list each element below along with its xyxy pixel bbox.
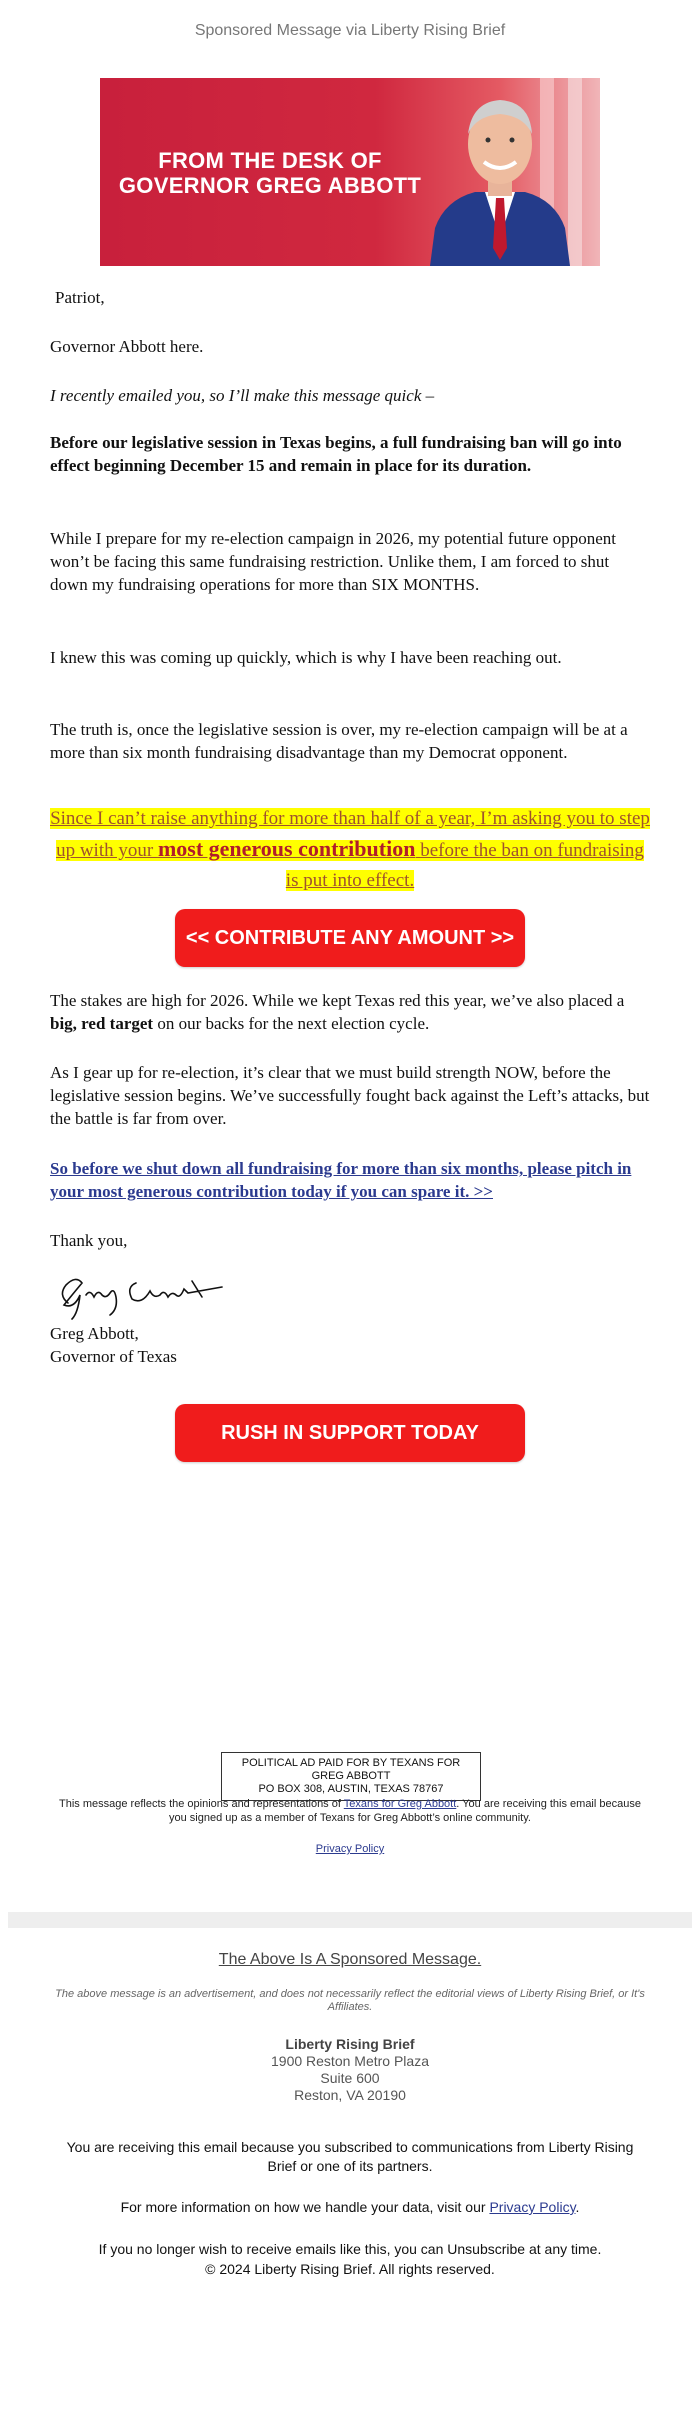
ban-paragraph: Before our legislative session in Texas begins, a full fundraising ban will go into effect beginning December 15 and remain in place for its duration.	[50, 433, 622, 475]
paid-for-box	[221, 1752, 481, 1801]
intro-paragraph: Governor Abbott here.	[50, 337, 204, 356]
stakes-bold: big, red target	[50, 1014, 154, 1033]
unsubscribe-notice[interactable]: If you no longer wish to receive emails like this, you can Unsubscribe at any time.	[98, 2241, 602, 2257]
advertisement-note: The above message is an advertisement, and does not necessarily reflect the editorial views of Liberty Rising Brief, or It's Affiliates.	[55, 1988, 645, 2013]
contribute-button[interactable]: << CONTRIBUTE ANY AMOUNT >>	[175, 909, 525, 967]
copyright: © 2024 Liberty Rising Brief. All rights reserved.	[205, 2261, 495, 2277]
contribute-link[interactable]: So before we shut down all fundraising for more than six months, please pitch in your most generous contribution today if you can spare it. >>	[50, 1159, 632, 1201]
stakes-text-b: on our backs for the next election cycle.	[153, 1014, 430, 1033]
sponsored-title: The Above Is A Sponsored Message.	[218, 1951, 482, 1968]
highlight-text-a: Since I can’t raise anything for more than half of a year, I’m asking you to step up with your	[50, 808, 650, 861]
highlight-text-b: before the ban on fundraising is put into effect.	[285, 840, 644, 891]
salutation: Patriot,	[55, 288, 105, 307]
disclaimer-text-b: . You are receiving this email because you signed up as a member of Texans for Greg Abbott’s online community.	[169, 1798, 641, 1824]
highlight-callout[interactable]	[50, 804, 650, 896]
gear-paragraph: As I gear up for re-election, it’s clear that we must build strength NOW, before the legislative session begins. We’ve successfully fought back against the Left’s attacks, but the battle is far from over.	[50, 1063, 650, 1128]
paid-for-line-1: POLITICAL AD PAID FOR BY TEXANS FOR	[241, 1757, 461, 1769]
signer-title: Governor of Texas	[50, 1347, 177, 1366]
footer-privacy-link[interactable]: Privacy Policy	[489, 2199, 576, 2215]
quick-paragraph: I recently emailed you, so I’ll make this message quick –	[50, 386, 435, 405]
data-info-b: .	[575, 2199, 580, 2215]
receiving-notice: You are receiving this email because you subscribed to communications from Liberty Rising Brief or one of its partners.	[66, 2139, 634, 2174]
highlight-bold: most generous contribution	[157, 836, 416, 861]
banner-line-2: GOVERNOR GREG ABBOTT	[118, 173, 422, 198]
disclaimer-text	[55, 1797, 645, 1825]
paid-for-line-2: GREG ABBOTT	[311, 1770, 391, 1782]
privacy-policy-row	[0, 1843, 700, 1855]
stakes-text-a: The stakes are high for 2026. While we kept Texas red this year, we’ve also placed a	[50, 991, 625, 1010]
disclaimer-text-a: This message reflects the opinions and representations of	[59, 1798, 344, 1810]
rush-support-button[interactable]: RUSH IN SUPPORT TODAY	[175, 1404, 525, 1462]
paid-for-line-3: PO BOX 308, AUSTIN, TEXAS 78767	[258, 1783, 444, 1795]
publisher-address	[0, 2036, 700, 2104]
signer-name: Greg Abbott,	[50, 1324, 139, 1343]
address-line-2: Suite 600	[320, 2070, 380, 2086]
signature-image	[52, 1265, 252, 1323]
address-line-1: 1900 Reston Metro Plaza	[271, 2053, 429, 2069]
texans-for-abbott-link[interactable]: Texans for Greg Abbott	[343, 1798, 457, 1810]
banner-line-1: FROM THE DESK OF	[158, 148, 382, 173]
prepare-paragraph: While I prepare for my re-election campaign in 2026, my potential future opponent won’t be facing this same fundraising restriction. Unlike them, I am forced to shut down my fundraising operations for more than SIX MONTHS.	[50, 529, 616, 594]
knew-paragraph: I knew this was coming up quickly, which is why I have been reaching out.	[50, 648, 562, 667]
data-info-a: For more information on how we handle your data, visit our	[120, 2199, 490, 2215]
truth-paragraph: The truth is, once the legislative session is over, my re-election campaign will be at a more than six month fundraising disadvantage than my Democrat opponent.	[50, 720, 628, 762]
data-info	[60, 2198, 640, 2217]
header-banner[interactable]	[100, 78, 600, 266]
section-divider	[8, 1912, 692, 1928]
privacy-policy-link[interactable]: Privacy Policy	[315, 1843, 385, 1855]
sponsor-line: Sponsored Message via Liberty Rising Brief	[194, 22, 506, 39]
publisher-name: Liberty Rising Brief	[285, 2036, 415, 2052]
thanks-line: Thank you,	[50, 1231, 128, 1250]
address-line-3: Reston, VA 20190	[294, 2087, 406, 2103]
stakes-paragraph	[50, 989, 650, 1035]
